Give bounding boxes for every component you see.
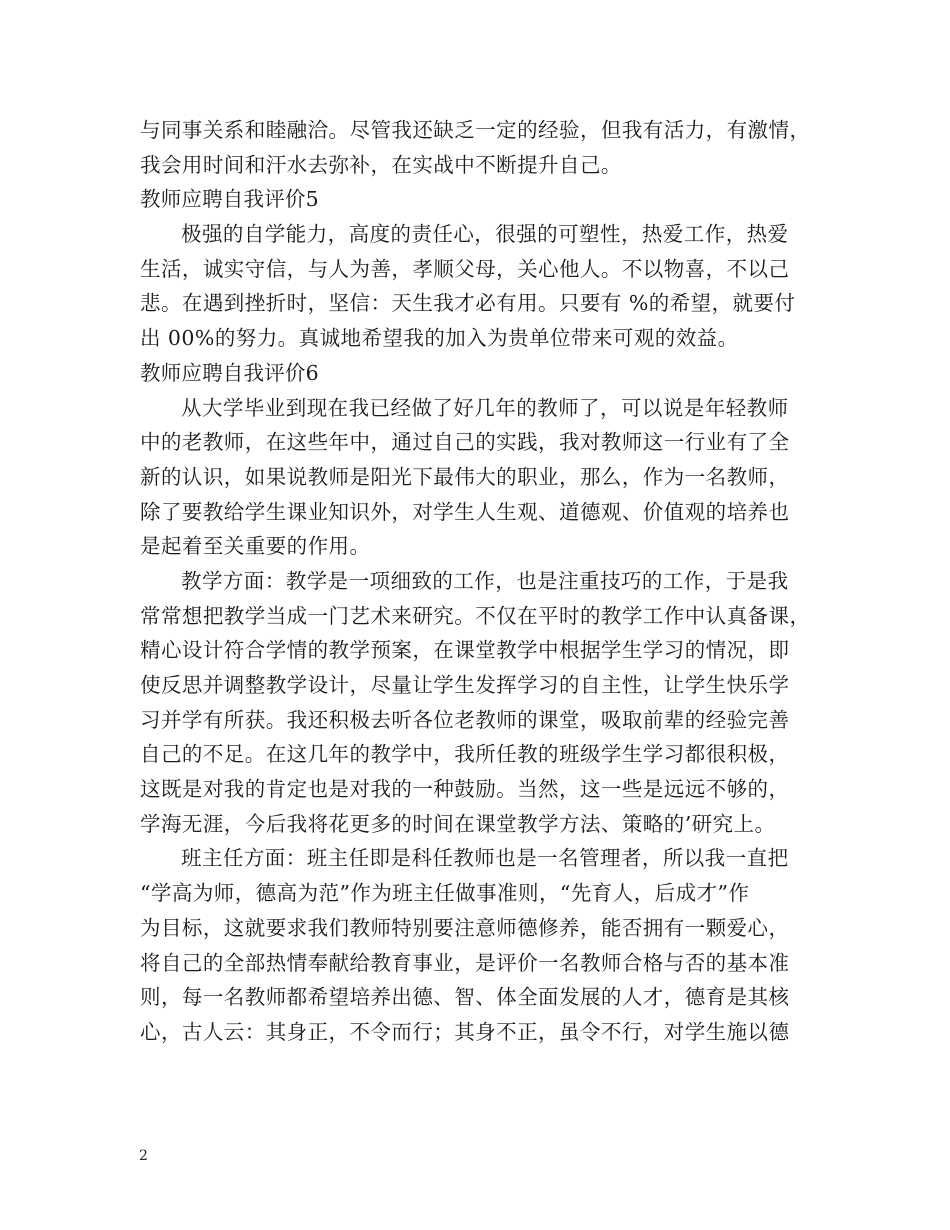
text-line: 为目标，这就要求我们教师特别要注意师德修养，能否拥有一颗爱心， (140, 915, 790, 940)
text-line: 使反思并调整教学设计，尽量让学生发挥学习的自主性，让学生快乐学 (140, 673, 790, 697)
text-line: “学高为师，德高为范”作为班主任做事准则，“先育人，后成才”作 (140, 881, 750, 906)
text-line: 习并学有所获。我还积极去听各位老教师的课堂，吸取前辈的经验完善 (140, 707, 790, 732)
page-number: 2 (139, 1148, 148, 1164)
text-line: 自己的不足。在这几年的教学中，我所任教的班级学生学习都很积极， (140, 742, 790, 767)
text-line: 极强的自学能力，高度的责任心，很强的可塑性，热爱工作，热爱 (181, 222, 789, 247)
text-line: 将自己的全部热情奉献给教育事业，是评价一名教师合格与否的基本准 (140, 950, 790, 975)
text-line: 新的认识，如果说教师是阳光下最伟大的职业，那么，作为一名教师， (140, 464, 790, 489)
text-line: 这既是对我的肯定也是对我的一种鼓励。当然，这一些是远远不够的， (140, 777, 790, 802)
text-line: 教学方面：教学是一项细致的工作，也是注重技巧的工作，于是我 (181, 568, 789, 593)
text-line: 常常想把教学当成一门艺术来研究。不仅在平时的教学工作中认真备课， (140, 603, 811, 628)
document-page (140, 113, 830, 1050)
paragraph (140, 564, 830, 842)
text-line: 是起着至关重要的作用。 (140, 534, 371, 559)
text-line: 心，古人云：其身正，不令而行；其身不正，虽令不行，对学生施以德 (140, 1019, 790, 1044)
text-line: 生活，诚实守信，与人为善，孝顺父母，关心他人。不以物喜，不以己 (140, 256, 790, 281)
text-line: 班主任方面：班主任即是科任教师也是一名管理者，所以我一直把 (181, 846, 789, 871)
paragraph (140, 841, 830, 1049)
paragraph (140, 391, 830, 564)
text-line: 我会用时间和汗水去弥补，在实战中不断提升自己。 (140, 152, 622, 177)
paragraph-continued (140, 113, 830, 182)
text-line: 从大学毕业到现在我已经做了好几年的教师了，可以说是年轻教师 (181, 395, 789, 420)
text-line: 除了要教给学生课业知识外，对学生人生观、道德观、价值观的培养也 (140, 499, 790, 524)
text-line: 则，每一名教师都希望培养出德、智、体全面发展的人才，德育是其核 (140, 985, 790, 1010)
paragraph (140, 217, 830, 356)
text-line: 学海无涯，今后我将花更多的时间在课堂教学方法、策略的’研究上。 (140, 811, 776, 836)
text-line: 中的老教师，在这些年中，通过自己的实践，我对教师这一行业有了全 (140, 430, 790, 455)
text-line: 悲。在遇到挫折时，坚信：天生我才必有用。只要有 %的希望，就要付 (140, 291, 796, 316)
text-line: 精心设计符合学情的教学预案，在课堂教学中根据学生学习的情况，即 (140, 638, 790, 663)
text-line: 出 00%的努力。真诚地希望我的加入为贵单位带来可观的效益。 (140, 326, 739, 351)
text-line: 与同事关系和睦融洽。尽管我还缺乏一定的经验，但我有活力，有激情， (140, 118, 811, 142)
section-heading: 教师应聘自我评价5 (140, 187, 319, 212)
section-heading: 教师应聘自我评价6 (140, 360, 319, 385)
